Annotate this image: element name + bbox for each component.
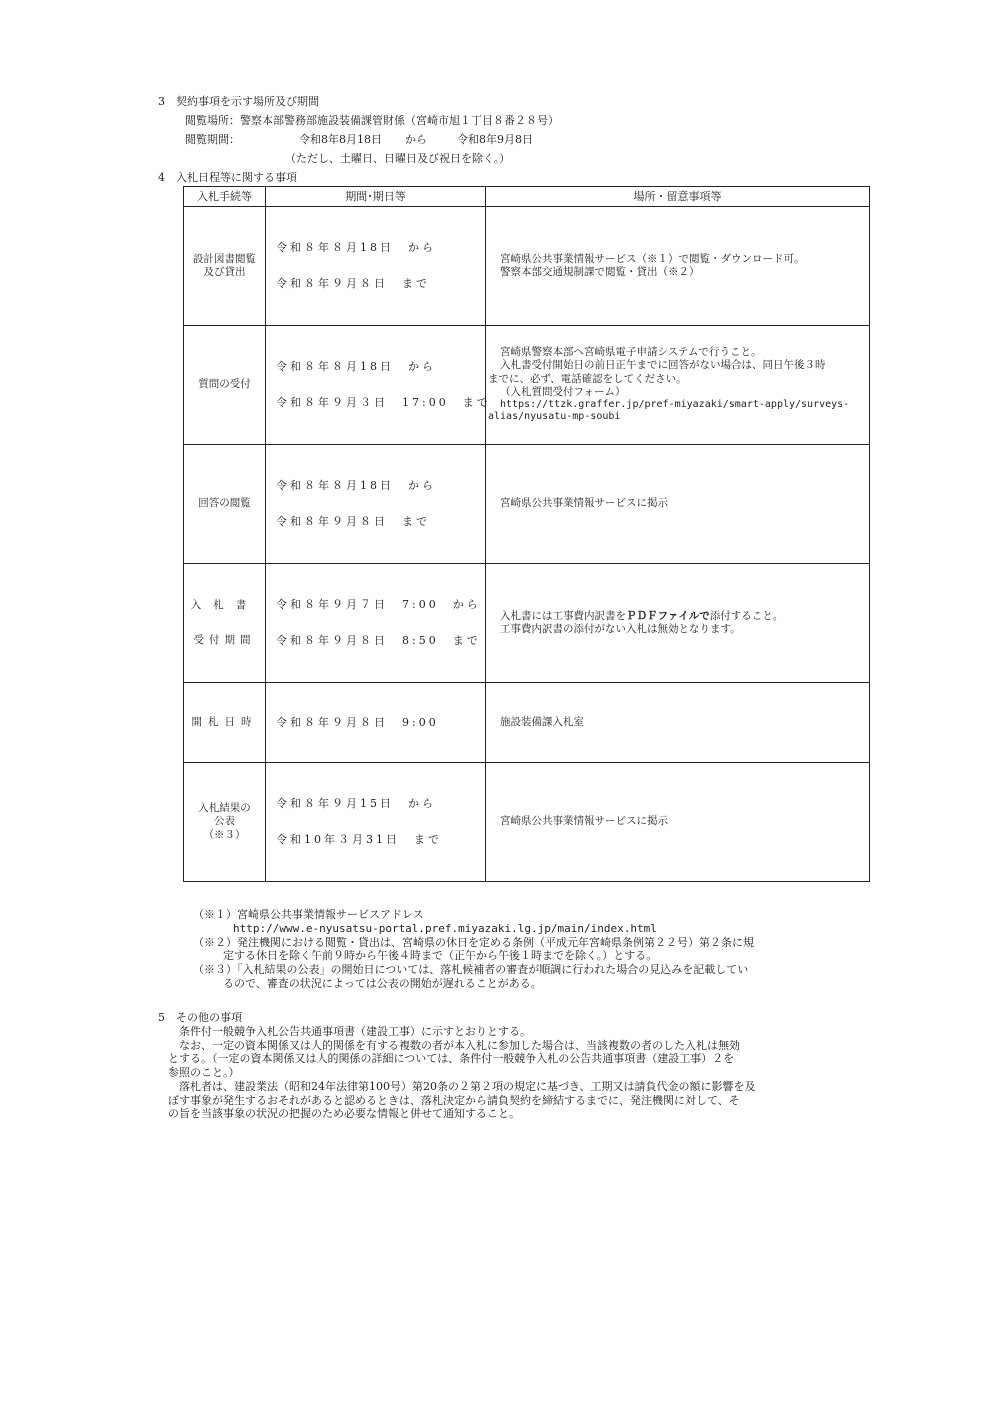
footnote-3-cont: るので、審査の状況によっては公表の開始が遅れることがある。 [223, 976, 542, 990]
period-end: 令和８年９月３日 17:00 まで [276, 396, 491, 409]
schedule-table [183, 186, 870, 882]
procedure-text: 開札日時 [191, 715, 258, 728]
section-5-line: なお、一定の資本関係又は人的関係を有する複数の者が本入札に参加した場合は、当該複数の者のした入札は無効 [168, 1038, 740, 1052]
period-start: 令和８年９月８日 9:00 [276, 715, 439, 729]
period-cell [266, 683, 486, 763]
notes-text: （入札質問受付フォーム） [500, 385, 626, 398]
notes-text: 警察本部交通規制課で閲覧・貸出（※２） [500, 266, 700, 278]
procedure-cell [184, 207, 266, 326]
period-end: 令和８年９月８日 まで [276, 277, 430, 290]
viewing-period-from: 令和8年8月18日 [299, 133, 382, 146]
procedure-text: 入札書 [190, 598, 259, 611]
period-start: 令和８年９月15日 から [276, 797, 436, 811]
footnote-3: （※３）「入札結果の公表」の開始日については、落札候補者の審査が順調に行われた場合の見込みを記載してい [193, 963, 749, 976]
procedure-cell [184, 445, 266, 564]
procedure-cell [184, 326, 266, 445]
header-procedure: 入札手続等 [184, 187, 266, 207]
notes-cell [486, 683, 870, 763]
section-5-line: とする。（一定の資本関係又は人的関係の詳細については、条件付一般競争入札の公告共通事項書（建設工事）２を [168, 1052, 735, 1066]
header-notes: 場所・留意事項等 [486, 187, 870, 207]
period-end: 令和10年３月31日 まで [276, 833, 442, 846]
section-5-line: 条件付一般競争入札公告共通事項書（建設工事）に示すとおりとする。 [168, 1024, 531, 1038]
footnote-1: （※１）宮崎県公共事業情報サービスアドレス [193, 908, 424, 921]
period-start: 令和８年８月18日 から [276, 479, 436, 493]
section-5 [158, 1011, 838, 1121]
procedure-text: （※３） [203, 828, 246, 841]
section-5-line: 落札者は、建設業法（昭和24年法律第100号）第20条の２第２項の規定に基づき、工期又は請負代金の額に影響を及 [168, 1079, 756, 1093]
viewing-period-to: 令和8年9月8日 [457, 133, 533, 146]
notes-text: 工事費内訳書の添付がない入札は無効となります。 [500, 623, 741, 635]
section-4-title: 4 入札日程等に関する事項 [158, 171, 297, 184]
header-period: 期間･期日等 [266, 187, 486, 207]
period-cell [266, 445, 486, 564]
footnote-2: （※２）発注機関における閲覧・貸出は、宮崎県の休日を定める条例（平成元年宮崎県条例第２２号）第２条に規 [193, 935, 754, 949]
notes-text: 宮崎県公共事業情報サービス（※１）で閲覧・ダウンロード可。 [500, 252, 805, 265]
procedure-text: 回答の閲覧 [198, 497, 251, 510]
viewing-period-note: （ただし、土曜日、日曜日及び祝日を除く。） [285, 152, 511, 165]
table-row [184, 683, 870, 763]
period-cell [266, 564, 486, 683]
table-row [184, 326, 870, 445]
period-cell [266, 326, 491, 445]
footnote-1-url[interactable]: http://www.e-nyusatsu-portal.pref.miyazaki.lg.jp/main/index.html [233, 921, 657, 935]
procedure-text: 公表 [214, 815, 235, 828]
viewing-period-kara: から [405, 133, 427, 146]
procedure-text: 設計図書閲覧 [193, 252, 256, 265]
notes-cell [486, 207, 870, 326]
notes-text: 宮崎県公共事業情報サービスに掲示 [500, 815, 668, 828]
period-start: 令和８年９月７日 7:00 から [276, 598, 481, 612]
notes-text: 宮崎県公共事業情報サービスに掲示 [500, 497, 668, 510]
period-start: 令和８年８月18日 から [276, 360, 436, 374]
period-cell [266, 763, 486, 882]
notes-cell [486, 445, 870, 564]
procedure-text: 及び貸出 [203, 266, 246, 278]
table-row [184, 564, 870, 683]
period-start: 令和８年８月18日 から [276, 241, 436, 255]
section-5-title: 5 その他の事項 [158, 1011, 242, 1024]
procedure-cell [184, 763, 266, 882]
viewing-period-label: 閲覧期間： [185, 133, 240, 146]
notes-cell [486, 326, 870, 445]
footnotes [193, 908, 833, 991]
section-5-line: ぼす事象が発生するおそれがあると認めるときは、落札決定から請負契約を締結するまでに、発注機関に対して、そ [168, 1093, 740, 1107]
section-5-line: の旨を当該事象の状況の把握のため必要な情報と併せて通知すること。 [168, 1107, 520, 1121]
footnote-2-cont: 定する休日を除く午前９時から午後４時まで（正午から午後１時までを除く。）とする。 [223, 949, 658, 963]
procedure-text: 受付期間 [193, 634, 256, 646]
pdf-emphasis: ＰＤＦファイルで [626, 609, 710, 622]
notes-text: 入札書受付開始日の前日正午までに回答がない場合は、同日午後３時 [500, 359, 826, 372]
procedure-text: 入札結果の [198, 802, 251, 815]
period-end: 令和８年９月８日 8:50 まで [276, 634, 481, 647]
procedure-text: 質問の受付 [198, 378, 251, 391]
table-row [184, 207, 870, 326]
notes-cell [486, 564, 870, 683]
notes-text: 宮崎県警察本部へ宮崎県電子申請システムで行うこと。 [500, 346, 762, 359]
table-header-row [184, 187, 870, 207]
section-3-title: 3 契約事項を示す場所及び期間 [158, 95, 319, 108]
procedure-cell [184, 564, 266, 683]
notes-text: 入札書には工事費内訳書をＰＤＦファイルで添付すること。 [500, 609, 784, 622]
period-end: 令和８年９月８日 まで [276, 515, 430, 528]
table-row [184, 445, 870, 564]
notes-text: までに、必ず、電話確認をしてください。 [488, 372, 687, 385]
form-url[interactable]: alias/nyusatu-mp-soubi [488, 411, 621, 423]
section-5-line: 参照のこと。） [168, 1066, 240, 1079]
procedure-cell [184, 683, 266, 763]
notes-text: 施設装備課入札室 [500, 715, 584, 728]
notes-cell [486, 763, 870, 882]
viewing-place: 閲覧場所：警察本部警務部施設装備課管財係（宮崎市旭１丁目８番２８号） [185, 114, 559, 127]
form-url[interactable]: https://ttzk.graffer.jp/pref-miyazaki/smart-apply/surveys- [500, 398, 850, 410]
table-row [184, 763, 870, 882]
period-cell [266, 207, 486, 326]
